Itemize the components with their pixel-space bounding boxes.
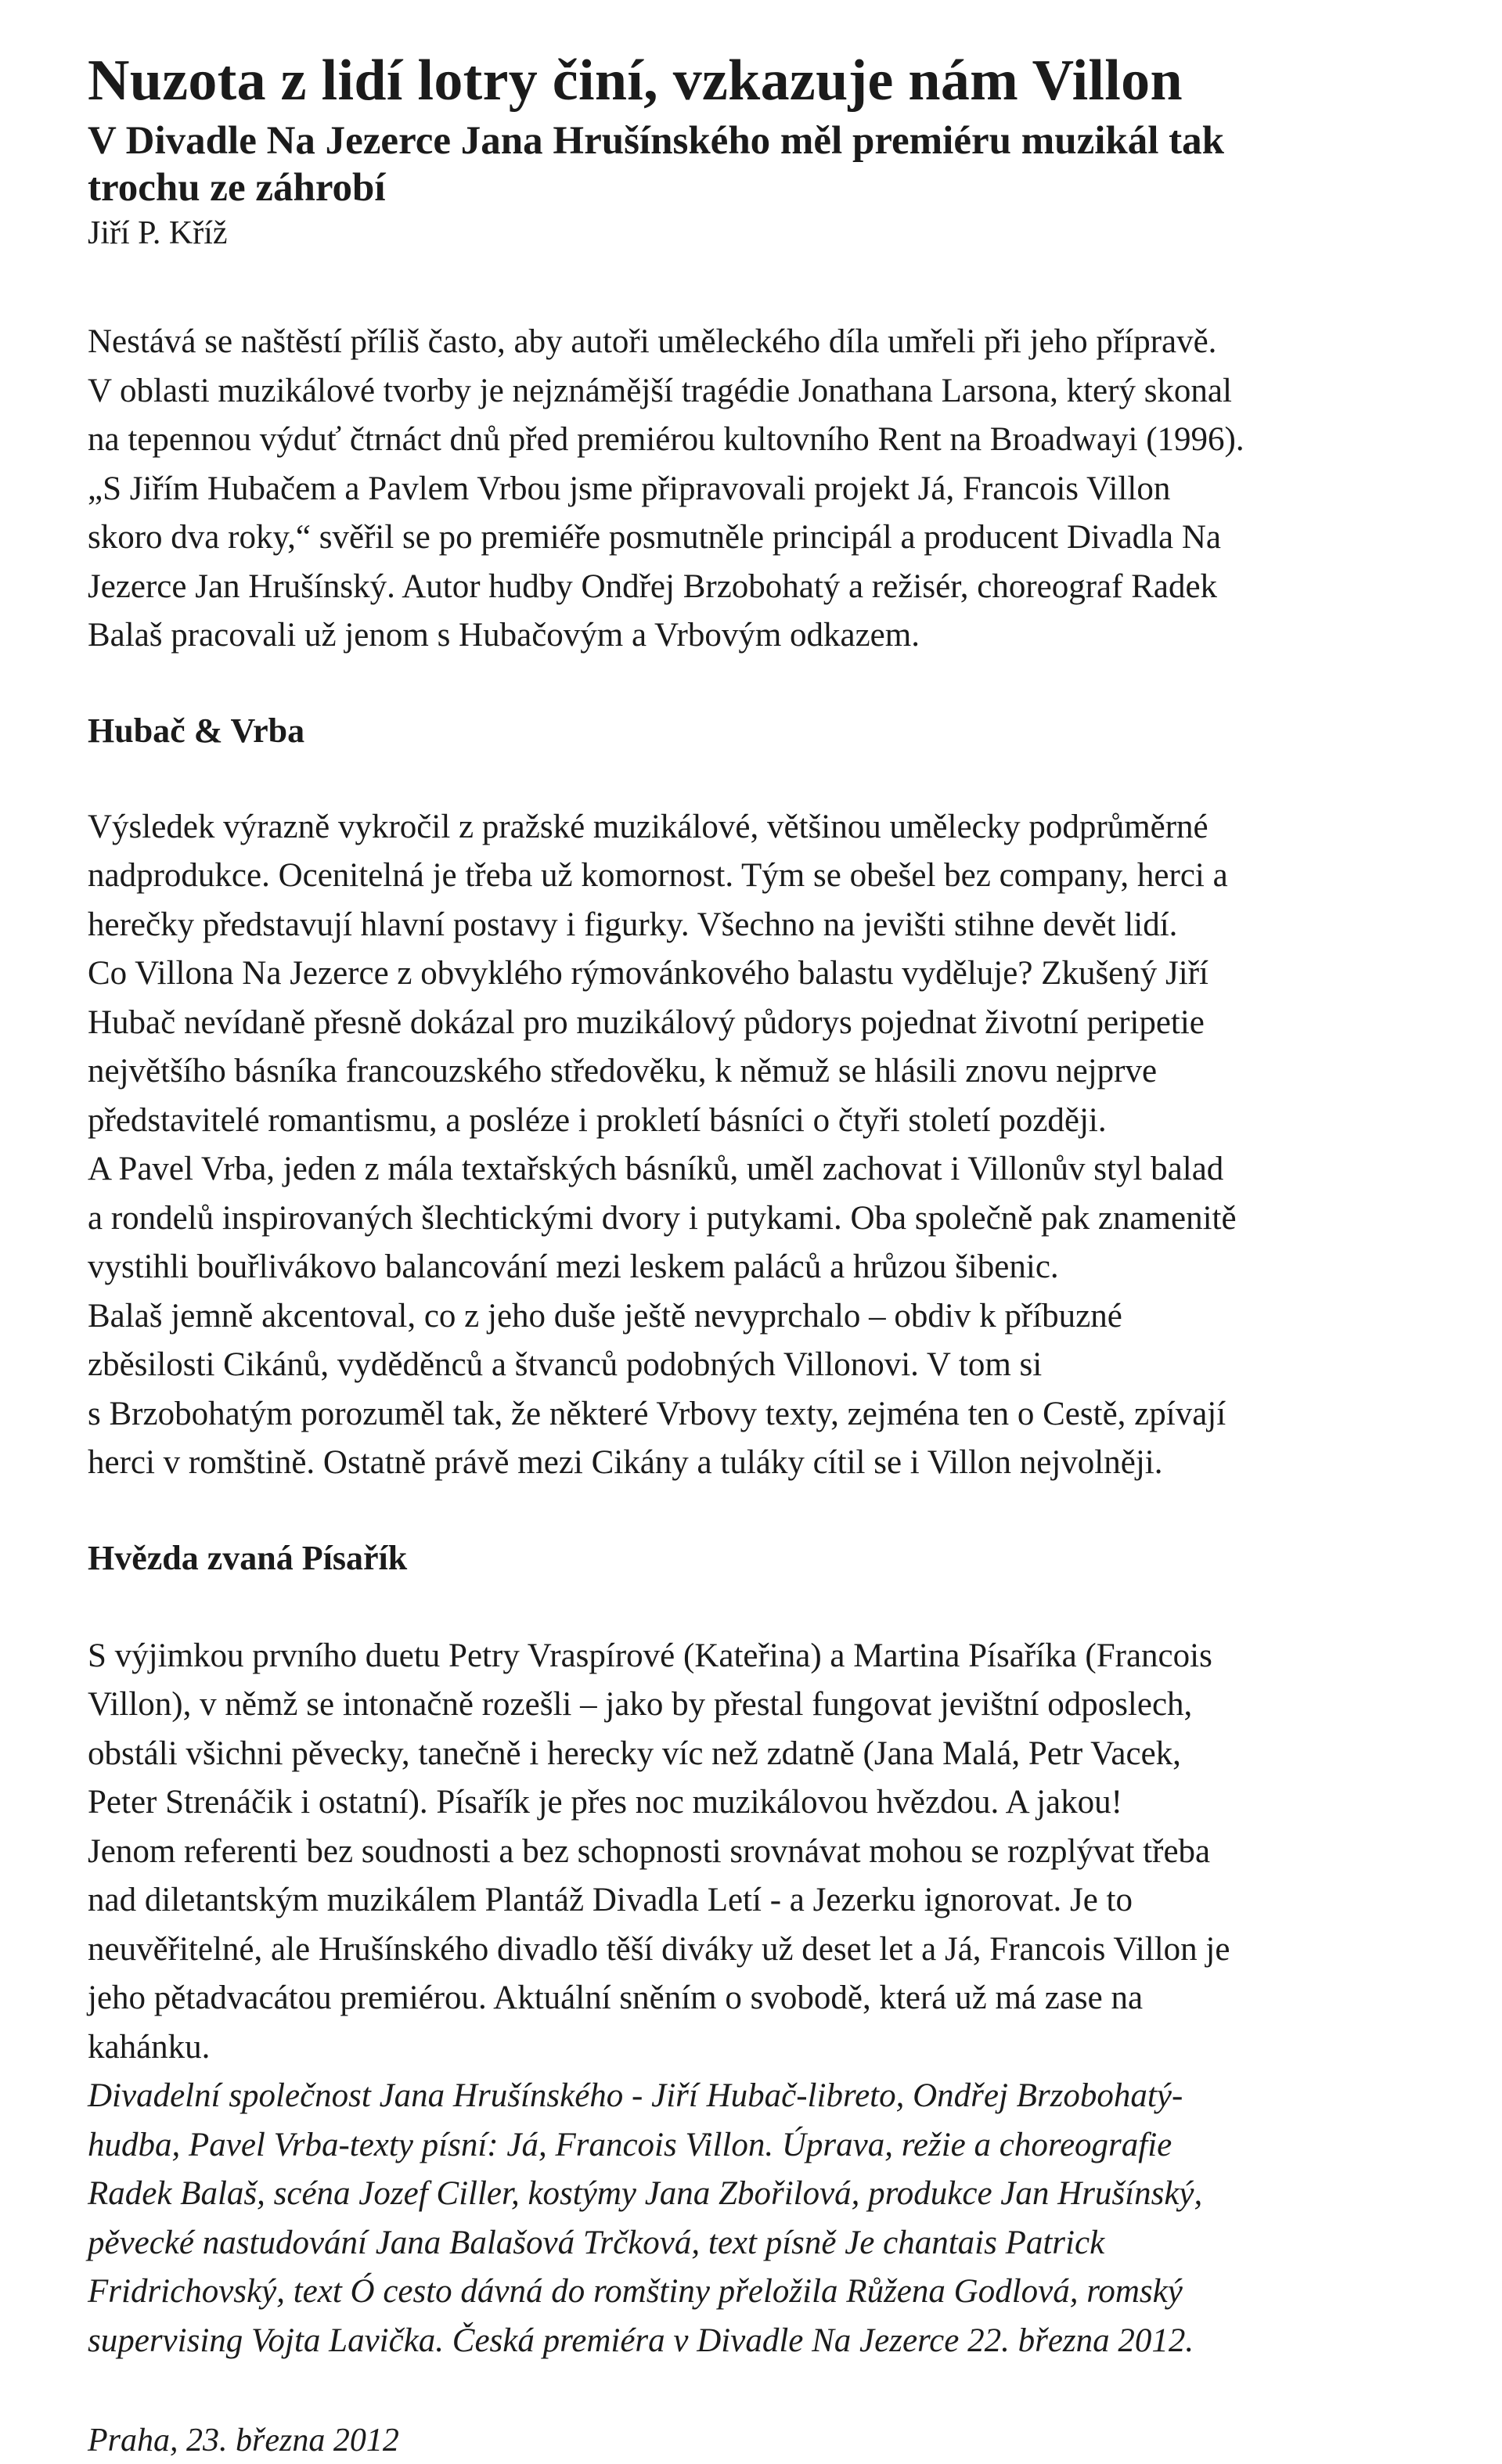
text-line: Co Villona Na Jezerce z obvyklého rýmovánkového balastu vyděluje? Zkušený Jiří [88, 955, 1208, 992]
text-line: Balaš jemně akcentoval, co z jeho duše ještě nevyprchalo – obdiv k příbuzné [88, 1297, 1122, 1335]
section-paragraph-hubac-vrba [88, 803, 1434, 1488]
text-line: Peter Strenáčik i ostatní). Písařík je přes noc muzikálovou hvězdou. A jakou! [88, 1784, 1122, 1821]
credits-line: supervising Vojta Lavička. Česká premiéra v Divadle Na Jezerce 22. března 2012. [88, 2322, 1194, 2359]
text-line: herečky představují hlavní postavy i figurky. Všechno na jevišti stihne devět lidí. [88, 906, 1178, 943]
text-line: Výsledek výrazně vykročil z pražské muzikálové, většinou umělecky podprůměrné [88, 808, 1208, 845]
text-line: nadprodukce. Ocenitelná je třeba už komornost. Tým se obešel bez company, herci a [88, 857, 1228, 894]
article-subtitle: V Divadle Na Jezerce Jana Hrušínského měl premiéru muzikál tak trochu ze záhrobí [88, 119, 1225, 210]
text-line: představitelé romantismu, a posléze i prokletí básníci o čtyři století později. [88, 1101, 1107, 1139]
section-paragraph-hvezda [88, 1632, 1434, 2366]
text-line: největšího básníka francouzského středověku, k němuž se hlásili znovu nejprve [88, 1053, 1158, 1090]
text-line: „S Jiřím Hubačem a Pavlem Vrbou jsme připravovali projekt Já, Francois Villon [88, 470, 1171, 507]
text-line: Nestává se naštěstí příliš často, aby autoři uměleckého díla umřeli při jeho přípravě. [88, 323, 1217, 360]
text-line: zběsilosti Cikánů, vyděděnců a štvanců podobných Villonovi. V tom si [88, 1346, 1043, 1383]
text-line: nad diletantským muzikálem Plantáž Divadla Letí - a Jezerku ignorovat. Je to [88, 1882, 1133, 1918]
article-title: Nuzota z lidí lotry činí, vzkazuje nám Villon [88, 49, 1183, 113]
article-page [88, 47, 1434, 2464]
text-line: a rondelů inspirovaných šlechtickými dvory i putykami. Oba společně pak znamenitě [88, 1199, 1237, 1237]
text-line: Jenom referenti bez soudnosti a bez schopnosti srovnávat mohou se rozplývat třeba [88, 1832, 1211, 1870]
section-heading-hubac-vrba: Hubač & Vrba [88, 711, 305, 750]
text-line: obstáli všichni pěvecky, tanečně i herecky víc než zdatně (Jana Malá, Petr Vacek, [88, 1735, 1181, 1772]
credits-line: pěvecké nastudování Jana Balašová Trčková, text písně Je chantais Patrick [88, 2224, 1105, 2261]
credits-line: hudba, Pavel Vrba-texty písní: Já, Francois Villon. Úprava, režie a choreografie [88, 2126, 1172, 2163]
text-line: vystihli bouřlivákovo balancování mezi leskem paláců a hrůzou šibenic. [88, 1248, 1059, 1285]
credits-line: Radek Balaš, scéna Jozef Ciller, kostýmy Jana Zbořilová, produkce Jan Hrušínský, [88, 2175, 1203, 2212]
text-line: kahánku. [88, 2028, 211, 2066]
intro-paragraph [88, 318, 1434, 661]
text-line: jeho pětadvacátou premiérou. Aktuální sněním o svobodě, která už má zase na [88, 1979, 1144, 2016]
text-line: s Brzobohatým porozuměl tak, že některé Vrbovy texty, zejména ten o Cestě, zpívají [88, 1395, 1226, 1432]
text-line: Hubač nevídaně přesně dokázal pro muzikálový půdorys pojednat životní peripetie [88, 1003, 1205, 1041]
text-line: herci v romštině. Ostatně právě mezi Cikány a tuláky cítil se i Villon nejvolněji. [88, 1444, 1163, 1481]
section-heading-hvezda: Hvězda zvaná Písařík [88, 1538, 408, 1577]
credits-line: Fridrichovský, text Ó cesto dávná do romštiny přeložila Růžena Godlová, romský [88, 2273, 1183, 2310]
text-line: Balaš pracovali už jenom s Hubačovým a Vrbovým odkazem. [88, 617, 920, 654]
text-line: neuvěřitelné, ale Hrušínského divadlo těší diváky už deset let a Já, Francois Villon je [88, 1930, 1230, 1968]
article-author: Jiří P. Kříž [88, 215, 228, 251]
text-line: Villon), v němž se intonačně rozešli – jako by přestal fungovat jevištní odposlech, [88, 1686, 1193, 1723]
text-line: skoro dva roky,“ svěřil se po premiéře posmutněle principál a producent Divadla Na [88, 519, 1221, 556]
text-line: S výjimkou prvního duetu Petry Vraspírové (Kateřina) a Martina Písaříka (Francois [88, 1637, 1212, 1674]
text-line: V oblasti muzikálové tvorby je nejznámější tragédie Jonathana Larsona, který skonal [88, 372, 1232, 409]
text-line: A Pavel Vrba, jeden z mála textařských básníků, uměl zachovat i Villonův styl balad [88, 1151, 1224, 1187]
text-line: na tepennou výduť čtrnáct dnů před premiérou kultovního Rent na Broadwayi (1996). [88, 421, 1244, 458]
credits-line: Divadelní společnost Jana Hrušínského - Jiří Hubač-libreto, Ondřej Brzobohatý- [88, 2077, 1183, 2114]
dateline: Praha, 23. března 2012 [88, 2423, 399, 2459]
text-line: Jezerce Jan Hrušínský. Autor hudby Ondřej Brzobohatý a režisér, choreograf Radek [88, 567, 1218, 605]
